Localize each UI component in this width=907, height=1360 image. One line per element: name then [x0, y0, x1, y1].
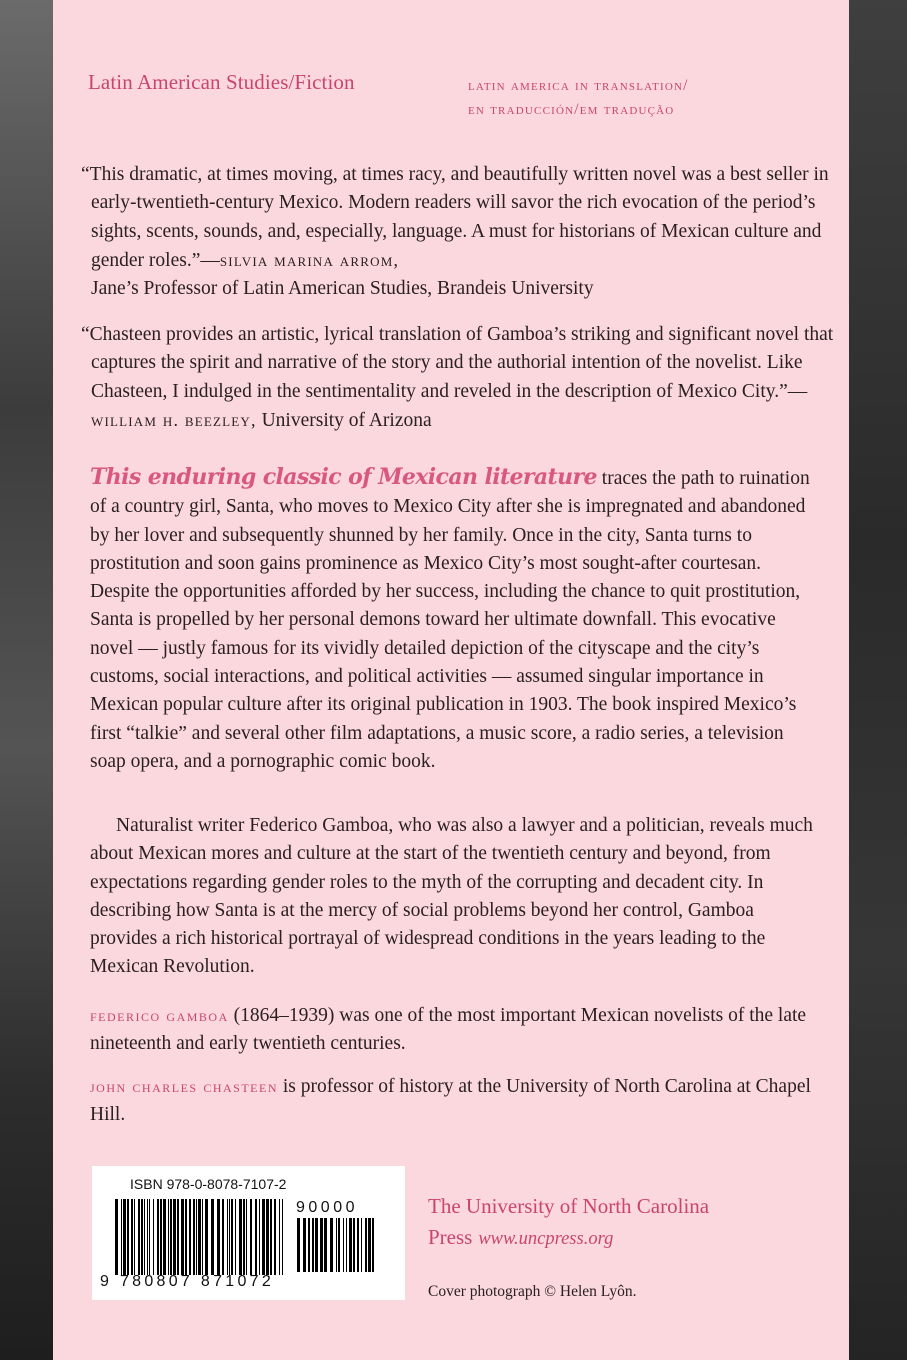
- publisher-name-line2: [428, 1222, 709, 1255]
- barcode-bar: [160, 1199, 162, 1275]
- barcode-bar: [259, 1199, 260, 1275]
- publisher-url[interactable]: www.uncpress.org: [478, 1229, 614, 1249]
- bio-text: is professor of history at the University of North Carolina at Chapel Hill.: [90, 1076, 811, 1126]
- barcode-bar: [349, 1218, 352, 1272]
- back-cover-panel: [53, 0, 849, 1360]
- barcode-bar: [372, 1218, 374, 1272]
- barcode-bar: [144, 1199, 145, 1275]
- barcode-bar: [217, 1199, 220, 1275]
- barcode-bar: [123, 1199, 126, 1275]
- barcode-bar: [211, 1199, 214, 1275]
- barcode-bar: [196, 1199, 197, 1275]
- barcode-bar: [138, 1199, 140, 1275]
- barcode-bar: [303, 1218, 306, 1272]
- barcode-bar: [338, 1218, 340, 1272]
- barcode-bar: [153, 1199, 154, 1275]
- barcode-bar: [315, 1218, 318, 1272]
- barcode-bar: [266, 1199, 269, 1275]
- barcode-bar: [353, 1218, 355, 1272]
- barcode-bar: [330, 1218, 333, 1272]
- series-title-line2: en traducción/em tradução: [468, 101, 675, 118]
- barcode-bar: [231, 1199, 233, 1275]
- quote-text: “Chasteen provides an artistic, lyrical translation of Gamboa’s striking and significant novel that captures the spirit and narrative of the story and the authorial intention of the novelist. Like Chasteen, I indulged in the sentimentality and reveled in the description of Mexico City.”—: [81, 324, 834, 402]
- category-label: Latin American Studies/Fiction: [88, 70, 355, 94]
- barcode-bar: [343, 1218, 344, 1272]
- quote-author: william h. beezley,: [91, 409, 257, 430]
- barcode-bar: [365, 1218, 367, 1272]
- quote-affiliation: University of Arizona: [261, 409, 432, 431]
- author-name: federico gamboa: [90, 1006, 229, 1025]
- isbn-label: ISBN 978-0-8078-7107-2: [130, 1176, 287, 1192]
- description-lead: This enduring classic of Mexican literature: [90, 464, 597, 490]
- barcode-bar: [239, 1199, 242, 1275]
- quote-affiliation: Jane’s Professor of Latin American Studies, Brandeis University: [91, 278, 594, 300]
- barcode-bar: [131, 1199, 133, 1275]
- barcode-bar: [274, 1199, 276, 1275]
- barcode-bar: [361, 1218, 362, 1272]
- barcode-bar: [324, 1218, 327, 1272]
- quote-text: “This dramatic, at times moving, at times racy, and beautifully written novel was a best seller in early-twentieth-century Mexico. Modern readers will savor the rich evocation of the period’s sights, scents, sounds, and, especially, language. A must for historians of Mexican culture and gender roles.”—: [81, 164, 829, 271]
- barcode-bar: [173, 1199, 176, 1275]
- barcode-bar: [115, 1199, 118, 1275]
- isbn-barcode: [92, 1166, 405, 1300]
- barcode-bar: [246, 1199, 247, 1275]
- addon-barcode-bars: [297, 1218, 377, 1274]
- barcode-bar: [177, 1199, 179, 1275]
- description-paragraph: Naturalist writer Federico Gamboa, who was also a lawyer and a politician, reveals much about Mexican mores and culture at the start of the twentieth century and beyond, from expectations regarding gender roles to the myth of the corrupting and decadent city. In describing how Santa is at the mercy of social problems beyond her control, Gamboa provides a rich historical portrayal of widespread conditions in the years leading to the Mexican Revolution.: [90, 815, 813, 978]
- barcode-bar: [202, 1199, 203, 1275]
- barcode-bar: [270, 1199, 272, 1275]
- barcode-bar: [168, 1199, 169, 1275]
- barcode-bar: [198, 1199, 201, 1275]
- barcode-bar: [222, 1199, 224, 1275]
- series-title: [468, 74, 689, 122]
- barcode-bar: [336, 1218, 337, 1272]
- bio-text: (1864–1939) was one of the most important Mexican novelists of the late nineteenth and early twentieth centuries.: [90, 1005, 807, 1055]
- barcode-bar: [149, 1199, 150, 1275]
- barcode-bar: [262, 1199, 265, 1275]
- publisher-block: [428, 1191, 709, 1255]
- barcode-bar: [308, 1218, 310, 1272]
- translator-bio: [90, 1073, 822, 1130]
- quote-author: silvia marina arrom,: [219, 249, 400, 270]
- cover-photo-edge-left: [0, 0, 53, 1360]
- cover-photo-credit: Cover photograph © Helen Lyôn.: [428, 1283, 637, 1300]
- barcode-bar: [127, 1199, 129, 1275]
- barcode-bar: [227, 1199, 228, 1275]
- barcode-bar: [147, 1199, 148, 1275]
- publisher-press: Press: [428, 1225, 473, 1249]
- blurb-quote: [81, 321, 836, 435]
- barcode-bar: [121, 1199, 122, 1275]
- barcode-bar: [229, 1199, 230, 1275]
- barcode-bar: [297, 1218, 300, 1272]
- barcode-bar: [346, 1218, 347, 1272]
- translator-name: john charles chasteen: [90, 1077, 279, 1096]
- barcode-bar: [193, 1199, 195, 1275]
- barcode-bar: [163, 1199, 166, 1275]
- barcode-bar: [141, 1199, 143, 1275]
- barcode-bar: [320, 1218, 323, 1272]
- barcode-bar: [157, 1199, 159, 1275]
- barcode-bar: [357, 1218, 359, 1272]
- ean-digits: 9 780807 871072: [100, 1273, 275, 1290]
- description-paragraph: [90, 463, 822, 776]
- barcode-bar: [368, 1218, 371, 1272]
- barcode-bar: [185, 1199, 187, 1275]
- publisher-name: The University of North Carolina: [428, 1194, 710, 1218]
- addon-digits: 90000: [296, 1199, 358, 1216]
- barcode-bar: [282, 1199, 283, 1275]
- barcode-bar: [255, 1199, 257, 1275]
- author-bio: [90, 1002, 822, 1059]
- ean-barcode-bars: [115, 1199, 285, 1275]
- barcode-bar: [134, 1199, 135, 1275]
- blurb-quote: [81, 161, 836, 303]
- barcode-bar: [189, 1199, 191, 1275]
- cover-photo-edge-right: [849, 0, 907, 1360]
- barcode-bar: [170, 1199, 172, 1275]
- barcode-bar: [243, 1199, 245, 1275]
- barcode-bar: [205, 1199, 208, 1275]
- barcode-bar: [279, 1199, 280, 1275]
- barcode-bar: [312, 1218, 314, 1272]
- series-title-line1: latin america in translation/: [468, 77, 689, 94]
- barcode-bar: [181, 1199, 184, 1275]
- barcode-bar: [250, 1199, 252, 1275]
- barcode-bar: [235, 1199, 236, 1275]
- description-text: traces the path to ruination of a country girl, Santa, who moves to Mexico City after she is impregnated and abandoned by her lover and subsequently shunned by her family. Once in the city, Santa turns to prostitution and soon gains prominence as Mexico City’s most sought-after courtesan. Despite the opportunities afforded by her success, including the chance to quit prostitution, Santa is propelled by her personal demons toward her ultimate downfall. This evocative novel — justly famous for its vividly detailed depiction of the cityscape and the city’s customs, social interactions, and political activities — assumed singular importance in Mexican popular culture after its original publication in 1903. The book inspired Mexico’s first “talkie” and several other film adaptations, a music score, a radio series, a television soap opera, and a pornographic comic book.: [90, 468, 810, 772]
